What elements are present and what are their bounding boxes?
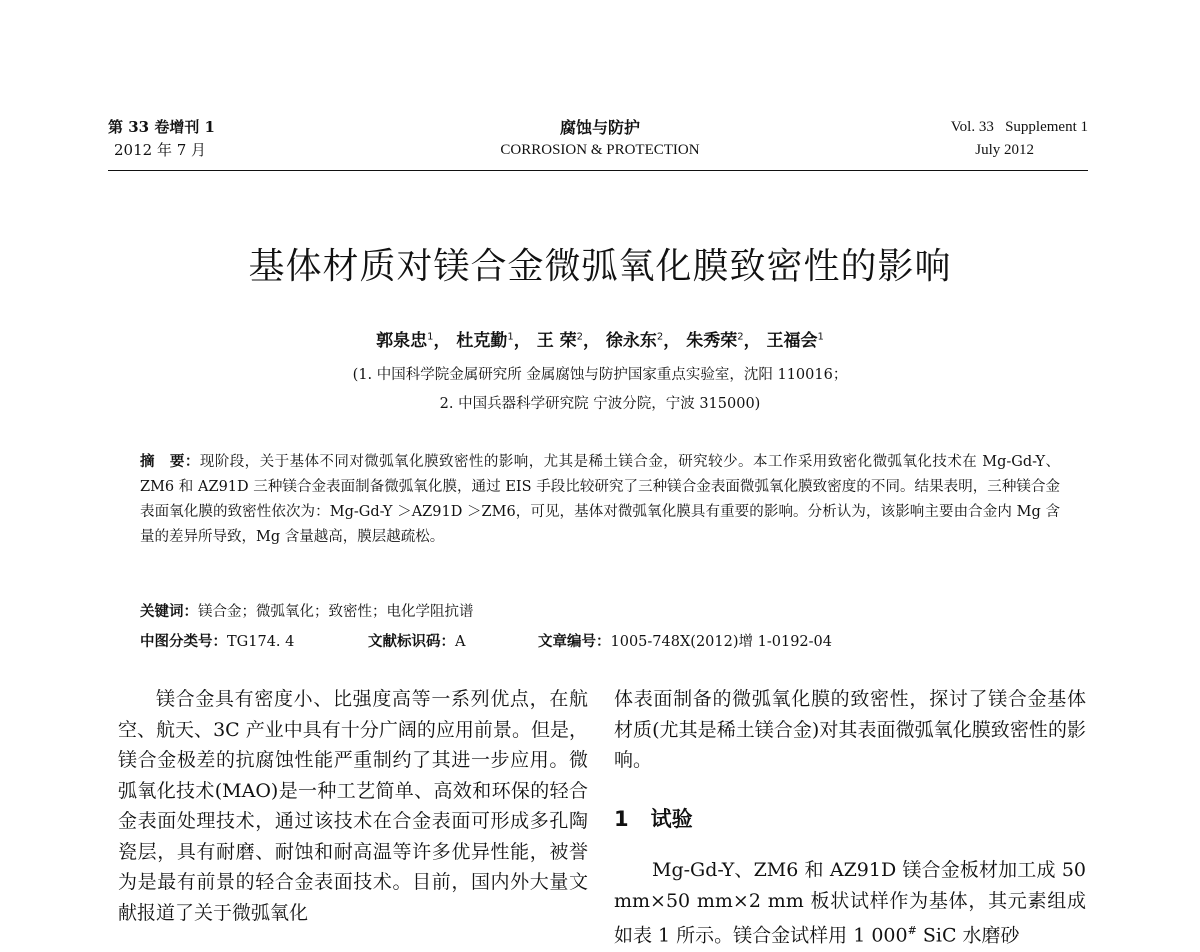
volume-cn: 第 33 卷增刊 1 <box>108 118 215 136</box>
affiliation-1: (1. 中国科学院金属研究所 金属腐蚀与防护国家重点实验室，沈阳 110016； <box>352 367 848 383</box>
abstract-text: 现阶段，关于基体不同对微弧氧化膜致密性的影响，尤其是稀土镁合金，研究较少。本工作采用致密化微弧氧化技术在 Mg-Gd-Y、ZM6 和 AZ91D 三种镁合金表面制备微弧氧化膜，通过 EIS 手段比较研究了三种镁合金表面微弧氧化膜致密度的不同。结果表明，三种镁合金表面氧化膜的致密性依次为：Mg-Gd-Y ＞AZ91D ＞ZM6，可见，基体对微弧氧化膜具有重要的影响。分析认为，该影响主要由合金内 Mg 含量的差异所导致，Mg 含量越高，膜层越疏松。 <box>140 454 1060 545</box>
volume-en: Vol. 33 Supplement 1 <box>950 119 1088 135</box>
paper-title: 基体材质对镁合金微弧氧化膜致密性的影响 <box>248 246 952 287</box>
clc-number: 中图分类号：TG174. 4 <box>140 634 295 650</box>
date-cn: 2012 年 7 月 <box>114 141 207 159</box>
body-right-column-para1: 体表面制备的微弧氧化膜的致密性，探讨了镁合金基体材质(尤其是稀土镁合金)对其表面微弧氧化膜致密性的影响。 <box>614 688 1086 771</box>
date-en: July 2012 <box>975 142 1034 158</box>
affiliation-2: 2. 中国兵器科学研究院 宁波分院，宁波 315000) <box>439 396 761 412</box>
header-rule <box>108 170 1088 171</box>
header-center <box>400 116 800 162</box>
abstract-label: 摘 要： <box>140 454 200 470</box>
author: 王福会$^1$ <box>766 331 824 351</box>
body-left-column: 镁合金具有密度小、比强度高等一系列优点，在航空、航天、3C 产业中具有十分广阔的应用前景。但是，镁合金极差的抗腐蚀性能严重制约了其进一步应用。微弧氧化技术(MAO)是一种工艺简单、高效和环保的轻合金表面处理技术，通过该技术在合金表面可形成多孔陶瓷层，具有耐磨、耐蚀和耐高温等许多优异性能，被誉为是最有前景的轻合金表面技术。目前，国内外大量文献报道了关于微弧氧化 <box>118 688 588 924</box>
keywords-label: 关键词： <box>140 604 198 620</box>
author: 郭泉忠$^1$ <box>376 331 434 351</box>
header-left <box>108 116 215 162</box>
section-number: 1 <box>614 807 629 831</box>
author: 徐永东$^2$ <box>605 331 664 351</box>
article-number: 文章编号：1005-748X(2012)增 1-0192-04 <box>538 634 833 650</box>
author: 朱秀荣$^2$ <box>686 331 744 351</box>
keywords-text: 镁合金；微弧氧化；致密性；电化学阻抗谱 <box>198 604 474 620</box>
document-code: 文献标识码：A <box>368 634 466 650</box>
body-right-column-para2: Mg-Gd-Y、ZM6 和 AZ91D 镁合金板材加工成 50 mm×50 mm×2 mm 板状试样作为基体，其元素组成如表 1 所示。镁合金试样用 1 000# SiC 水磨砂 <box>614 859 1086 947</box>
section-heading <box>614 803 693 833</box>
author: 王 荣$^2$ <box>536 331 583 351</box>
journal-name-cn: 腐蚀与防护 <box>559 118 640 137</box>
author-list: 郭泉忠$^1$， 杜克勤$^1$， 王 荣$^2$， 徐永东$^2$， 朱秀荣$^2$， 王福会$^1$ <box>376 331 824 351</box>
author: 杜克勤$^1$ <box>456 331 514 351</box>
abstract <box>140 450 1060 550</box>
section-title: 试验 <box>650 807 693 831</box>
journal-name-en: CORROSION & PROTECTION <box>500 142 700 158</box>
keywords <box>140 600 474 621</box>
header-right <box>951 116 1088 162</box>
